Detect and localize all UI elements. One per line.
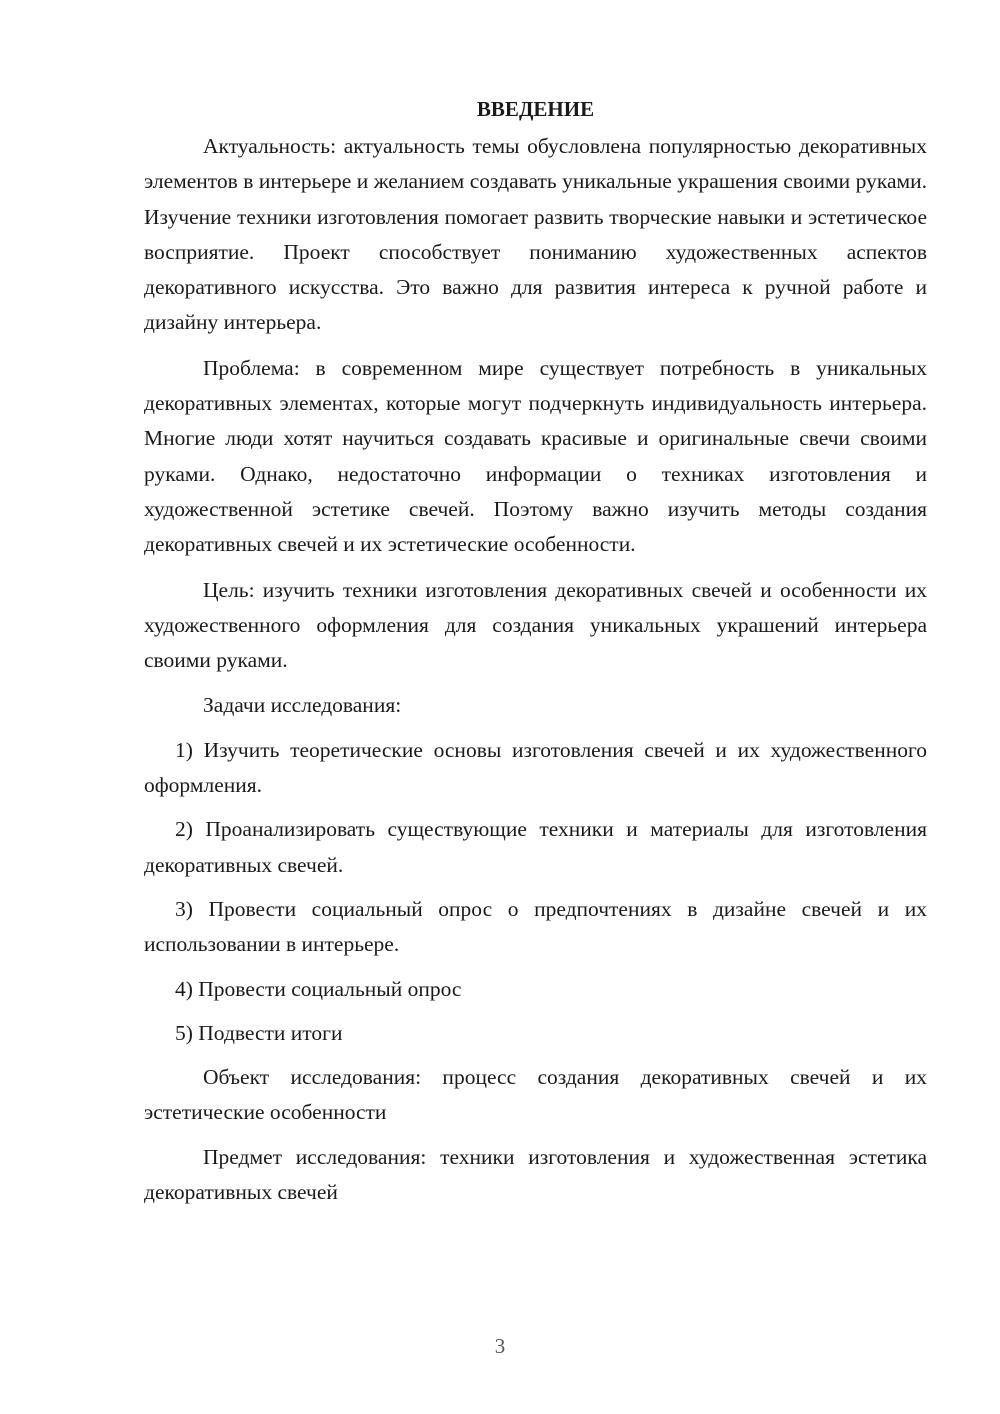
list-item: 3) Провести социальный опрос о предпочтениях в дизайне свечей и их использовании в интерьере. bbox=[144, 896, 927, 957]
list-item: 1) Изучить теоретические основы изготовления свечей и их художественного оформления. bbox=[144, 737, 927, 798]
tasks-heading: Задачи исследования: bbox=[203, 693, 402, 718]
problem-paragraph: Проблема: в современном мире существует потребность в уникальных декоративных элементах, которые могут подчеркнуть индивидуальность интерьера. Многие люди хотят научиться создавать красивые и оригинальные свечи своими руками. Однако, недостаточно информации о техниках изготовления и художественной эстетике свечей. Поэтому важно изучить методы создания декоративных свечей и их эстетические особенности. bbox=[144, 355, 927, 557]
tasks-list bbox=[144, 733, 927, 1051]
list-item: 4) Провести социальный опрос bbox=[175, 976, 462, 1001]
list-item: 2) Проанализировать существующие техники и материалы для изготовления декоративных свечей. bbox=[144, 817, 927, 877]
relevance-paragraph: Актуальность: актуальность темы обусловлена популярностью декоративных элементов в интерьере и желанием создавать уникальные украшения своими руками. Изучение техники изготовления помогает развить творческие навыки и эстетическое восприятие. Проект способствует пониманию художественных аспектов декоративного искусства. Это важно для развития интереса к ручной работе и дизайну интерьера. bbox=[144, 134, 927, 335]
research-subject-paragraph: Предмет исследования: техники изготовления и художественная эстетика декоративных свечей bbox=[144, 1144, 927, 1205]
list-item: 5) Подвести итоги bbox=[175, 1020, 343, 1045]
goal-paragraph: Цель: изучить техники изготовления декоративных свечей и особенности их художественного оформления для создания уникальных украшений интерьера своими руками. bbox=[144, 577, 927, 673]
page-number: 3 bbox=[494, 1334, 506, 1358]
research-object-paragraph: Объект исследования: процесс создания декоративных свечей и их эстетические особенности bbox=[144, 1065, 927, 1125]
page-title: ВВЕДЕНИЕ bbox=[476, 97, 595, 121]
document-page bbox=[144, 92, 927, 1210]
